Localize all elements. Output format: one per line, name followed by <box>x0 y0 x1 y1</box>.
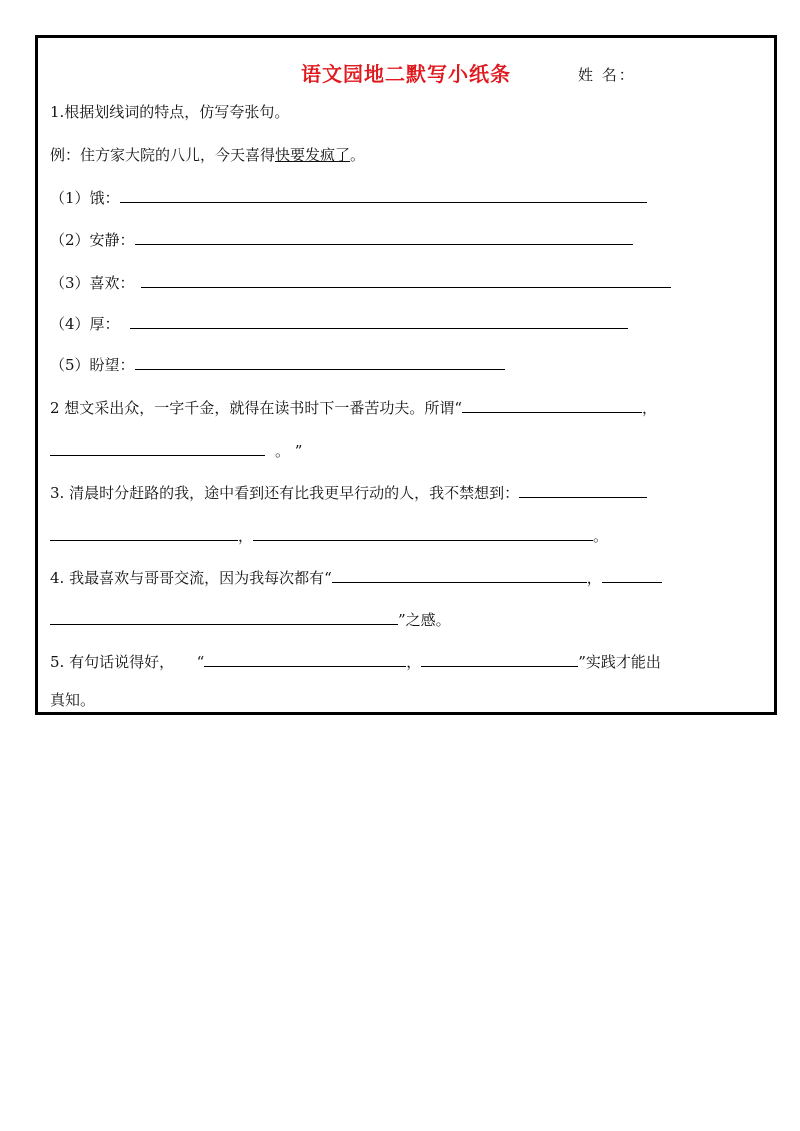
answer-blank[interactable] <box>135 355 505 370</box>
answer-blank[interactable] <box>50 526 238 541</box>
q4-end: ”之感。 <box>398 611 451 629</box>
item-label: （3）喜欢： <box>50 274 135 292</box>
answer-blank[interactable] <box>421 652 578 667</box>
example-underlined: 快要发疯了 <box>275 146 351 164</box>
q4-text: 4. 我最喜欢与哥哥交流，因为我每次都有“ <box>50 569 332 587</box>
example-suffix: 。 <box>350 146 366 164</box>
comma: ， <box>406 653 422 671</box>
q1-prompt: 1.根据划线词的特点，仿写夸张句。 <box>50 103 290 121</box>
answer-blank[interactable] <box>602 568 662 583</box>
comma: ， <box>586 569 602 587</box>
comma: ， <box>641 399 657 417</box>
comma: ， <box>238 527 254 545</box>
q2-line-1 <box>50 398 657 418</box>
q5-end: ”实践才能出 <box>578 653 661 671</box>
name-label: 姓 名： <box>578 66 636 84</box>
q3-end: 。 <box>593 527 609 545</box>
q5-line-2: 真知。 <box>50 691 96 709</box>
q5-line-1 <box>50 652 661 672</box>
q1-item-4 <box>50 314 628 334</box>
q2-end: 。 ” <box>275 442 303 460</box>
item-label: （4）厚： <box>50 315 120 333</box>
q5-text: 5. 有句话说得好， “ <box>50 653 205 671</box>
q3-line-2 <box>50 526 608 546</box>
q1-item-5 <box>50 355 505 375</box>
q1-item-2 <box>50 230 633 250</box>
example-prefix: 例：住方家大院的八儿，今天喜得 <box>50 146 276 164</box>
answer-blank[interactable] <box>462 398 642 413</box>
q1-example <box>50 145 365 165</box>
q3-text: 3. 清晨时分赶路的我，途中看到还有比我更早行动的人，我不禁想到： <box>50 484 520 502</box>
answer-blank[interactable] <box>50 610 398 625</box>
worksheet <box>35 35 777 715</box>
answer-blank[interactable] <box>141 273 671 288</box>
item-label: （5）盼望： <box>50 356 135 374</box>
answer-blank[interactable] <box>135 230 633 245</box>
q1-item-1 <box>50 188 647 208</box>
q4-line-1 <box>50 568 662 588</box>
item-label: （2）安静： <box>50 231 135 249</box>
answer-blank[interactable] <box>50 441 265 456</box>
answer-blank[interactable] <box>253 526 593 541</box>
q2-line-2 <box>50 441 302 461</box>
q2-text: 2 想文采出众，一字千金，就得在读书时下一番苦功夫。所谓“ <box>50 399 462 417</box>
answer-blank[interactable] <box>519 483 647 498</box>
answer-blank[interactable] <box>120 188 647 203</box>
answer-blank[interactable] <box>332 568 587 583</box>
page-title: 语文园地二默写小纸条 <box>301 62 511 86</box>
q3-line-1 <box>50 483 647 503</box>
item-label: （1）饿： <box>50 189 120 207</box>
q1-item-3 <box>50 273 671 293</box>
q4-line-2 <box>50 610 451 630</box>
answer-blank[interactable] <box>204 652 406 667</box>
answer-blank[interactable] <box>130 314 628 329</box>
